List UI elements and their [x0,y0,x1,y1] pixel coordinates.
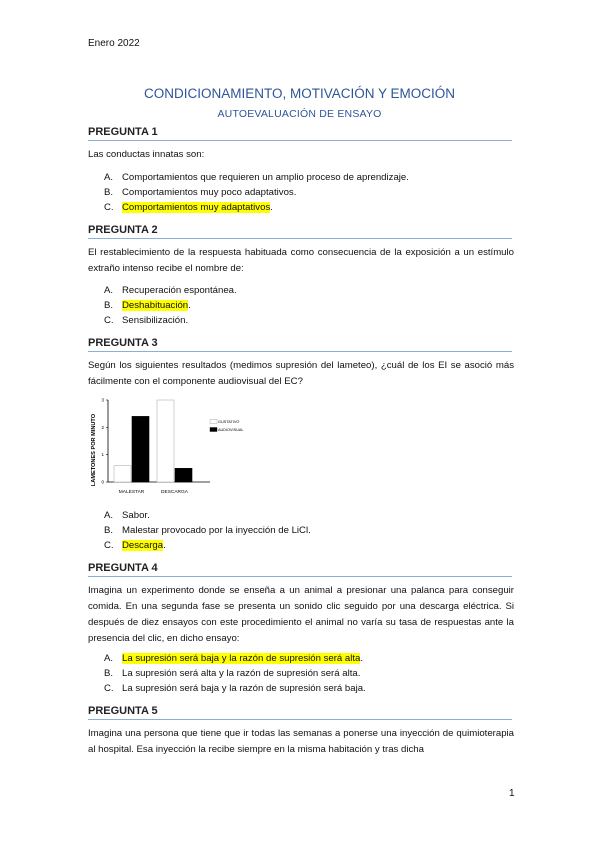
option [104,508,524,523]
option-text: La supresión será alta y la razón de supresión será alta. [122,668,361,679]
option-letter: B. [104,187,114,198]
highlighted-answer: La supresión será baja y la razón de supresión será alta [122,653,361,664]
question-2-divider [88,238,512,239]
y-tick-label: 0 [101,479,104,485]
legend-label: AUDIOVISUAL [218,428,244,432]
bar-malestar-gustativo [114,466,131,482]
option-letter: A. [104,172,114,183]
question-2-options [104,283,524,328]
option-letter: B. [104,525,114,536]
option-correct [104,538,524,553]
question-4-options [104,651,524,696]
option-text: Comportamientos que requieren un amplio proceso de aprendizaje. [122,172,409,183]
option-correct [104,298,524,313]
question-5-divider [88,719,512,720]
option-letter: A. [104,653,114,664]
option-text: La supresión será baja y la razón de supresión será baja. [122,683,366,694]
y-tick-label: 3 [101,397,104,403]
option [104,283,524,298]
option-suffix: . [360,653,364,664]
question-3-heading: PREGUNTA 3 [88,337,158,349]
question-4-heading: PREGUNTA 4 [88,562,158,574]
option-text: Sensibilización. [122,315,189,326]
question-4-text: Imagina un experimento donde se enseña a un animal a presionar una palanca para conseguir comida. En una segunda fase se presenta un sonido clic seguido por una descarga eléctrica. Si después de diez ensayos con este procedimiento el animal no varía su tasa de respuestas ante la presencia del clic, en dicho ensayo: [88,585,514,644]
question-3-text: Según los siguientes resultados (medimos supresión del lameteo), ¿cuál de los EI se asoció más fácilmente con el componente audiovisual del EC? [88,360,514,387]
question-5-text: Imagina una persona que tiene que ir todas las semanas a ponerse una inyección de quimioterapia al hospital. Esa inyección la recibe siempre en la misma habitación y tras dicha [88,728,514,755]
option [104,313,524,328]
x-category-label: MALESTAR [118,490,145,495]
option-letter: C. [104,540,114,551]
question-3-options [104,508,524,553]
y-tick-label: 2 [101,424,104,430]
option-text: Comportamientos muy poco adaptativos. [122,187,297,198]
legend-label: GUSTATIVO [218,420,240,424]
x-category-label: DESCARGA [161,490,188,495]
question-1-text: Las conductas innatas son: [88,149,205,160]
page-number: 1 [509,788,515,799]
option-letter: C. [104,315,114,326]
chart-ylabel: LAMETONES POR MINUTO [91,413,97,487]
bar-malestar-audiovisual [132,416,149,482]
y-tick-label: 1 [101,452,104,458]
question-2-text: El restablecimiento de la respuesta habituada como consecuencia de la exposición a un estímulo extraño intenso recibe el nombre de: [88,247,514,274]
option [104,523,524,538]
option-suffix: . [188,300,191,311]
option-letter: B. [104,668,114,679]
option-text: Recuperación espontánea. [122,285,237,296]
option [104,666,524,681]
question-1-options [104,170,524,215]
highlighted-answer: Deshabituación [122,300,189,311]
bar-descarga-gustativo [157,400,174,482]
legend-swatch-audiovisual [210,428,217,432]
question-1-heading: PREGUNTA 1 [88,126,158,138]
question-3-divider [88,351,512,352]
highlighted-answer: Descarga [122,540,164,551]
question-1-divider [88,140,512,141]
option [104,170,524,185]
bar-descarga-audiovisual [175,468,192,482]
option-suffix: . [270,202,273,213]
option-letter: C. [104,202,114,213]
question-4-divider [88,576,512,577]
option-letter: A. [104,510,114,521]
bar-chart [88,396,244,501]
option [104,681,524,696]
header-date: Enero 2022 [88,38,140,49]
legend-swatch-gustativo [210,420,217,424]
option-letter: B. [104,300,114,311]
option-letter: A. [104,285,114,296]
option-letter: C. [104,683,114,694]
option-text: Malestar provocado por la inyección de LiCl. [122,525,311,536]
option-correct [104,651,524,666]
document-title: CONDICIONAMIENTO, MOTIVACIÓN Y EMOCIÓN [143,86,456,101]
option-text: Sabor. [122,510,150,521]
highlighted-answer: Comportamientos muy adaptativos [122,202,271,213]
question-5-heading: PREGUNTA 5 [88,705,158,717]
option-suffix: . [163,540,166,551]
document-subtitle: AUTOEVALUACIÓN DE ENSAYO [217,108,382,120]
option [104,185,524,200]
question-2-heading: PREGUNTA 2 [88,224,158,236]
option-correct [104,200,524,215]
